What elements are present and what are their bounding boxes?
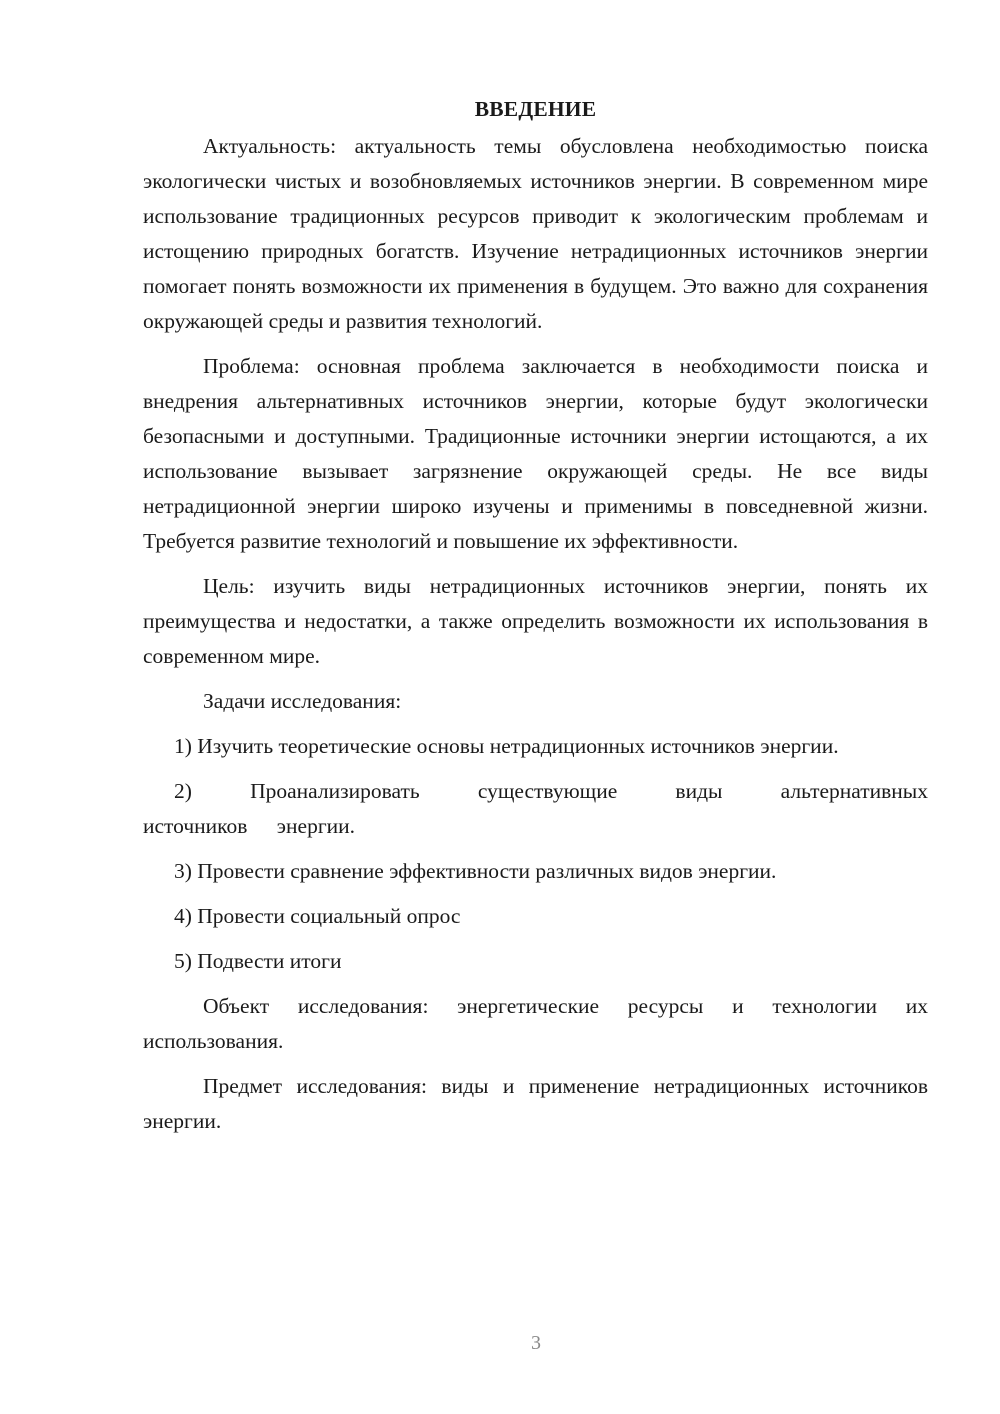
tasks-heading: Задачи исследования:: [203, 689, 402, 713]
task-item-2: 2) Проанализировать существующие виды альтернативных источников энергии.: [143, 779, 928, 838]
page-number: 3: [531, 1332, 541, 1354]
paragraph-problem: Проблема: основная проблема заключается в необходимости поиска и внедрения альтернативных источников энергии, которые будут экологически безопасными и доступными. Традиционные источники энергии истощаются, а их использование вызывает загрязнение окружающей среды. Не все виды нетрадиционной энергии широко изучены и применимы в повседневной жизни. Требуется развитие технологий и повышение их эффективности.: [143, 354, 928, 553]
task-item-4: 4) Провести социальный опрос: [174, 904, 461, 928]
paragraph-subject: Предмет исследования: виды и применение нетрадиционных источников энергии.: [143, 1074, 928, 1133]
paragraph-relevance: Актуальность: актуальность темы обусловлена необходимостью поиска экологически чистых и возобновляемых источников энергии. В современном мире использование традиционных ресурсов приводит к экологическим проблемам и истощению природных богатств. Изучение нетрадиционных источников энергии помогает понять возможности их применения в будущем. Это важно для сохранения окружающей среды и развития технологий.: [143, 134, 928, 333]
paragraph-object: Объект исследования: энергетические ресурсы и технологии их использования.: [143, 994, 928, 1053]
page-content: [143, 92, 928, 1149]
task-item-3: 3) Провести сравнение эффективности различных видов энергии.: [174, 859, 777, 883]
task-item-1: 1) Изучить теоретические основы нетрадиционных источников энергии.: [174, 734, 839, 758]
section-title: ВВЕДЕНИЕ: [474, 97, 597, 121]
task-item-5: 5) Подвести итоги: [174, 949, 342, 973]
paragraph-goal: Цель: изучить виды нетрадиционных источников энергии, понять их преимущества и недостатки, а также определить возможности их использования в современном мире.: [143, 574, 928, 668]
